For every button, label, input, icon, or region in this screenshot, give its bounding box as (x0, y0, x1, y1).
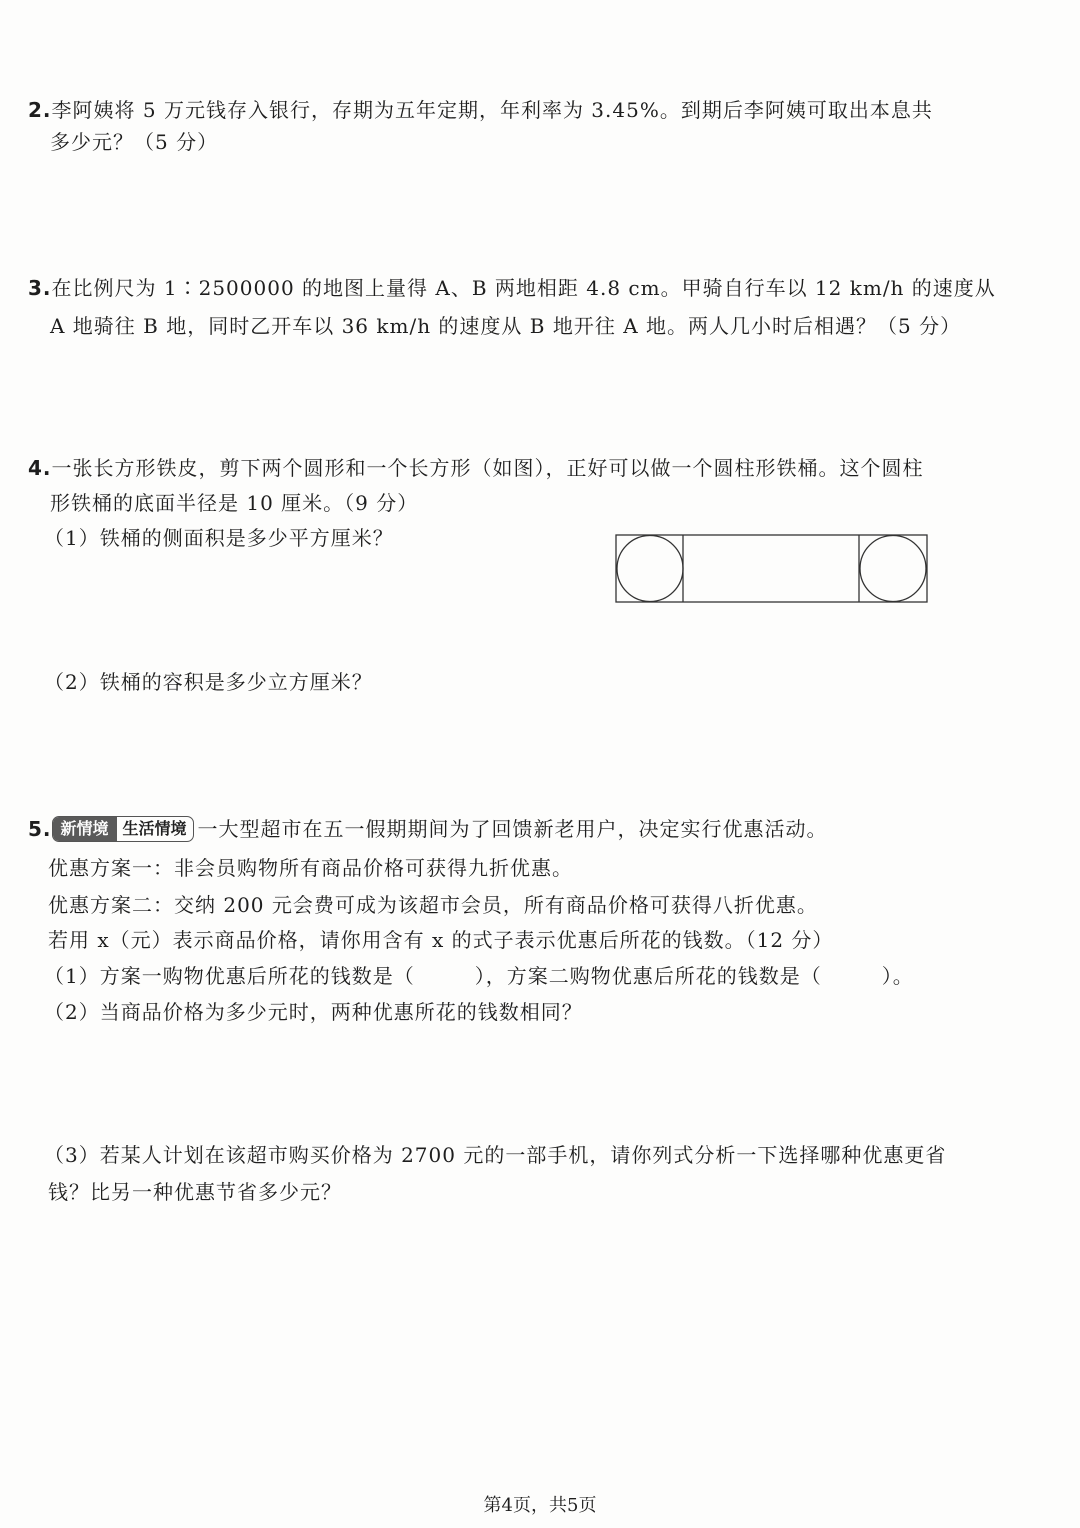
new-context-badge: 新情境 (53, 817, 117, 841)
page-number: 第4页，共5页 (483, 1495, 597, 1516)
q5-sub-2: （2）当商品价格为多少元时，两种优惠所花的钱数相同？ (44, 1000, 583, 1024)
q5-intro: 一大型超市在五一假期期间为了回馈新老用户，决定实行优惠活动。 (197, 817, 828, 841)
q4-sub-1: （1）铁桶的侧面积是多少平方厘米？ (44, 526, 394, 550)
q5-plan-2: 优惠方案二：交纳 200 元会费可成为该超市会员，所有商品价格可获得八折优惠。 (48, 893, 818, 917)
life-context-badge: 生活情境 (122, 818, 187, 838)
q2-line-2: 多少元？（5 分） (50, 130, 219, 154)
q5-plan-1: 优惠方案一：非会员购物所有商品价格可获得九折优惠。 (48, 856, 573, 880)
q2-text-1: 李阿姨将 5 万元钱存入银行，存期为五年定期，年利率为 3.45%。到期后李阿姨可取出本息共 (51, 98, 933, 122)
q4-number: 4. (28, 456, 52, 480)
q4-line-2: 形铁桶的底面半径是 10 厘米。（9 分） (50, 491, 419, 515)
context-tag (52, 816, 194, 842)
q3-text-1: 在比例尺为 1∶2500000 的地图上量得 A、B 两地相距 4.8 cm。甲骑自行车以 12 km/h 的速度从 (51, 276, 996, 300)
q5-number: 5. (28, 817, 52, 841)
q3-line-2: A 地骑往 B 地，同时乙开车以 36 km/h 的速度从 B 地开往 A 地。两人几小时后相遇？（5 分） (50, 314, 962, 338)
sheet-outline (616, 535, 927, 602)
base-circle-right (860, 536, 926, 602)
q5-condition: 若用 x（元）表示商品价格，请你用含有 x 的式子表示优惠后所花的钱数。（12 分） (48, 928, 834, 952)
q5-sub-1-part-a: （1）方案一购物优惠后所花的钱数是（ (44, 964, 415, 988)
q4-sub-2: （2）铁桶的容积是多少立方厘米？ (44, 670, 373, 694)
base-circle-left (617, 536, 683, 602)
q4-line-1 (28, 453, 924, 483)
q5-sub-3-line-1: （3）若某人计划在该超市购买价格为 2700 元的一部手机，请你列式分析一下选择哪种优惠更省 (44, 1143, 947, 1167)
cylinder-net-figure (615, 533, 929, 605)
q5-line-1 (28, 814, 828, 844)
q5-sub-1-part-c: ）。 (881, 964, 914, 988)
q2-number: 2. (28, 98, 52, 122)
q3-line-1 (28, 273, 996, 303)
q4-text-1: 一张长方形铁皮，剪下两个圆形和一个长方形（如图），正好可以做一个圆柱形铁桶。这个圆柱 (51, 456, 924, 480)
q5-sub-1 (44, 961, 914, 991)
q5-sub-1-part-b: ），方案二购物优惠后所花的钱数是（ (474, 964, 822, 988)
q3-number: 3. (28, 276, 52, 300)
q5-sub-3-line-2: 钱？比另一种优惠节省多少元？ (48, 1180, 342, 1204)
q2-line-1 (28, 95, 933, 125)
